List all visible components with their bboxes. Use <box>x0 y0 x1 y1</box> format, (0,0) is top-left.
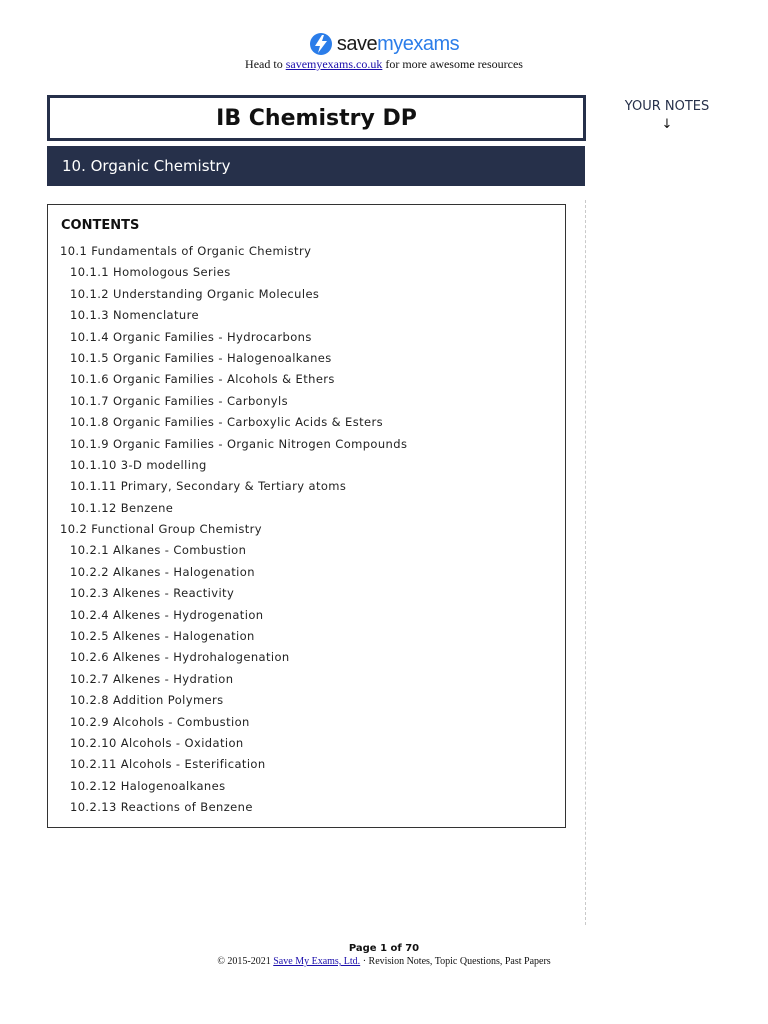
toc-subsection-item[interactable]: 10.2.2 Alkanes - Halogenation <box>70 564 255 579</box>
page-number: Page 1 of 70 <box>348 943 420 954</box>
toc-subsection-item[interactable]: 10.1.4 Organic Families - Hydrocarbons <box>70 329 312 344</box>
your-notes-label <box>612 99 722 131</box>
toc-subsection-item[interactable]: 10.1.3 Nomenclature <box>70 308 199 323</box>
toc-subsection-item[interactable]: 10.1.6 Organic Families - Alcohols & Ethers <box>70 372 335 387</box>
toc-subsection-item[interactable]: 10.1.8 Organic Families - Carboxylic Acids & Esters <box>70 415 384 430</box>
copyright-suffix: · Revision Notes, Topic Questions, Past Papers <box>360 956 551 967</box>
contents-heading: CONTENTS <box>61 218 140 233</box>
toc-subsection-item[interactable]: 10.2.7 Alkenes - Hydration <box>70 671 234 686</box>
headline-prefix: Head to <box>245 57 286 71</box>
toc-section-item[interactable]: 10.2 Functional Group Chemistry <box>60 522 262 537</box>
headline-suffix: for more awesome resources <box>382 57 523 71</box>
toc-subsection-item[interactable]: 10.1.10 3-D modelling <box>70 457 207 472</box>
site-link[interactable]: savemyexams.co.uk <box>285 57 383 71</box>
toc-subsection-item[interactable]: 10.2.8 Addition Polymers <box>70 693 224 708</box>
toc-subsection-item[interactable]: 10.2.13 Reactions of Benzene <box>70 800 253 815</box>
site-logo[interactable] <box>0 32 768 60</box>
toc-subsection-item[interactable]: 10.2.3 Alkenes - Reactivity <box>70 586 235 601</box>
toc-subsection-item[interactable]: 10.1.9 Organic Families - Organic Nitrogen Compounds <box>70 436 408 451</box>
toc-subsection-item[interactable]: 10.2.9 Alcohols - Combustion <box>70 714 250 729</box>
lightning-bolt-icon <box>309 32 333 56</box>
chapter-title: 10. Organic Chemistry <box>62 157 231 175</box>
toc-section-item[interactable]: 10.1 Fundamentals of Organic Chemistry <box>60 244 312 258</box>
document-title-box <box>47 95 586 141</box>
toc-subsection-item[interactable]: 10.1.12 Benzene <box>70 500 174 515</box>
chapter-banner <box>47 146 585 186</box>
toc-subsection-item[interactable]: 10.2.5 Alkenes - Halogenation <box>70 629 255 644</box>
logo-wordmark <box>337 33 459 56</box>
toc-subsection-item[interactable]: 10.1.1 Homologous Series <box>70 265 231 280</box>
toc-subsection-item[interactable]: 10.2.10 Alcohols - Oxidation <box>70 735 244 750</box>
toc-subsection-item[interactable]: 10.2.4 Alkenes - Hydrogenation <box>70 607 264 622</box>
page-footer <box>0 943 768 967</box>
copyright-line <box>0 956 768 967</box>
copyright-prefix: © 2015-2021 <box>217 956 274 967</box>
toc-subsection-item[interactable]: 10.1.5 Organic Families - Halogenoalkanes <box>70 350 332 365</box>
resources-headline <box>0 57 768 72</box>
toc-subsection-item[interactable]: 10.1.7 Organic Families - Carbonyls <box>70 393 288 408</box>
logo-word-my: my <box>377 32 403 55</box>
table-of-contents <box>47 204 566 828</box>
toc-subsection-item[interactable]: 10.2.1 Alkanes - Combustion <box>70 543 247 558</box>
logo-word-exams: exams <box>402 32 460 55</box>
toc-subsection-item[interactable]: 10.2.11 Alcohols - Esterification <box>70 757 266 772</box>
toc-list <box>60 241 407 819</box>
notes-divider <box>585 200 586 925</box>
logo-word-save: save <box>336 32 378 55</box>
toc-subsection-item[interactable]: 10.1.11 Primary, Secondary & Tertiary atoms <box>70 479 347 494</box>
document-title: IB Chemistry DP <box>216 105 417 131</box>
toc-subsection-item[interactable]: 10.2.6 Alkenes - Hydrohalogenation <box>70 650 290 665</box>
down-arrow-icon: ↓ <box>661 117 673 132</box>
toc-subsection-item[interactable]: 10.1.2 Understanding Organic Molecules <box>70 286 320 301</box>
your-notes-text: YOUR NOTES <box>624 99 710 114</box>
toc-subsection-item[interactable]: 10.2.12 Halogenoalkanes <box>70 778 226 793</box>
company-link[interactable]: Save My Exams, Ltd. <box>273 956 361 967</box>
